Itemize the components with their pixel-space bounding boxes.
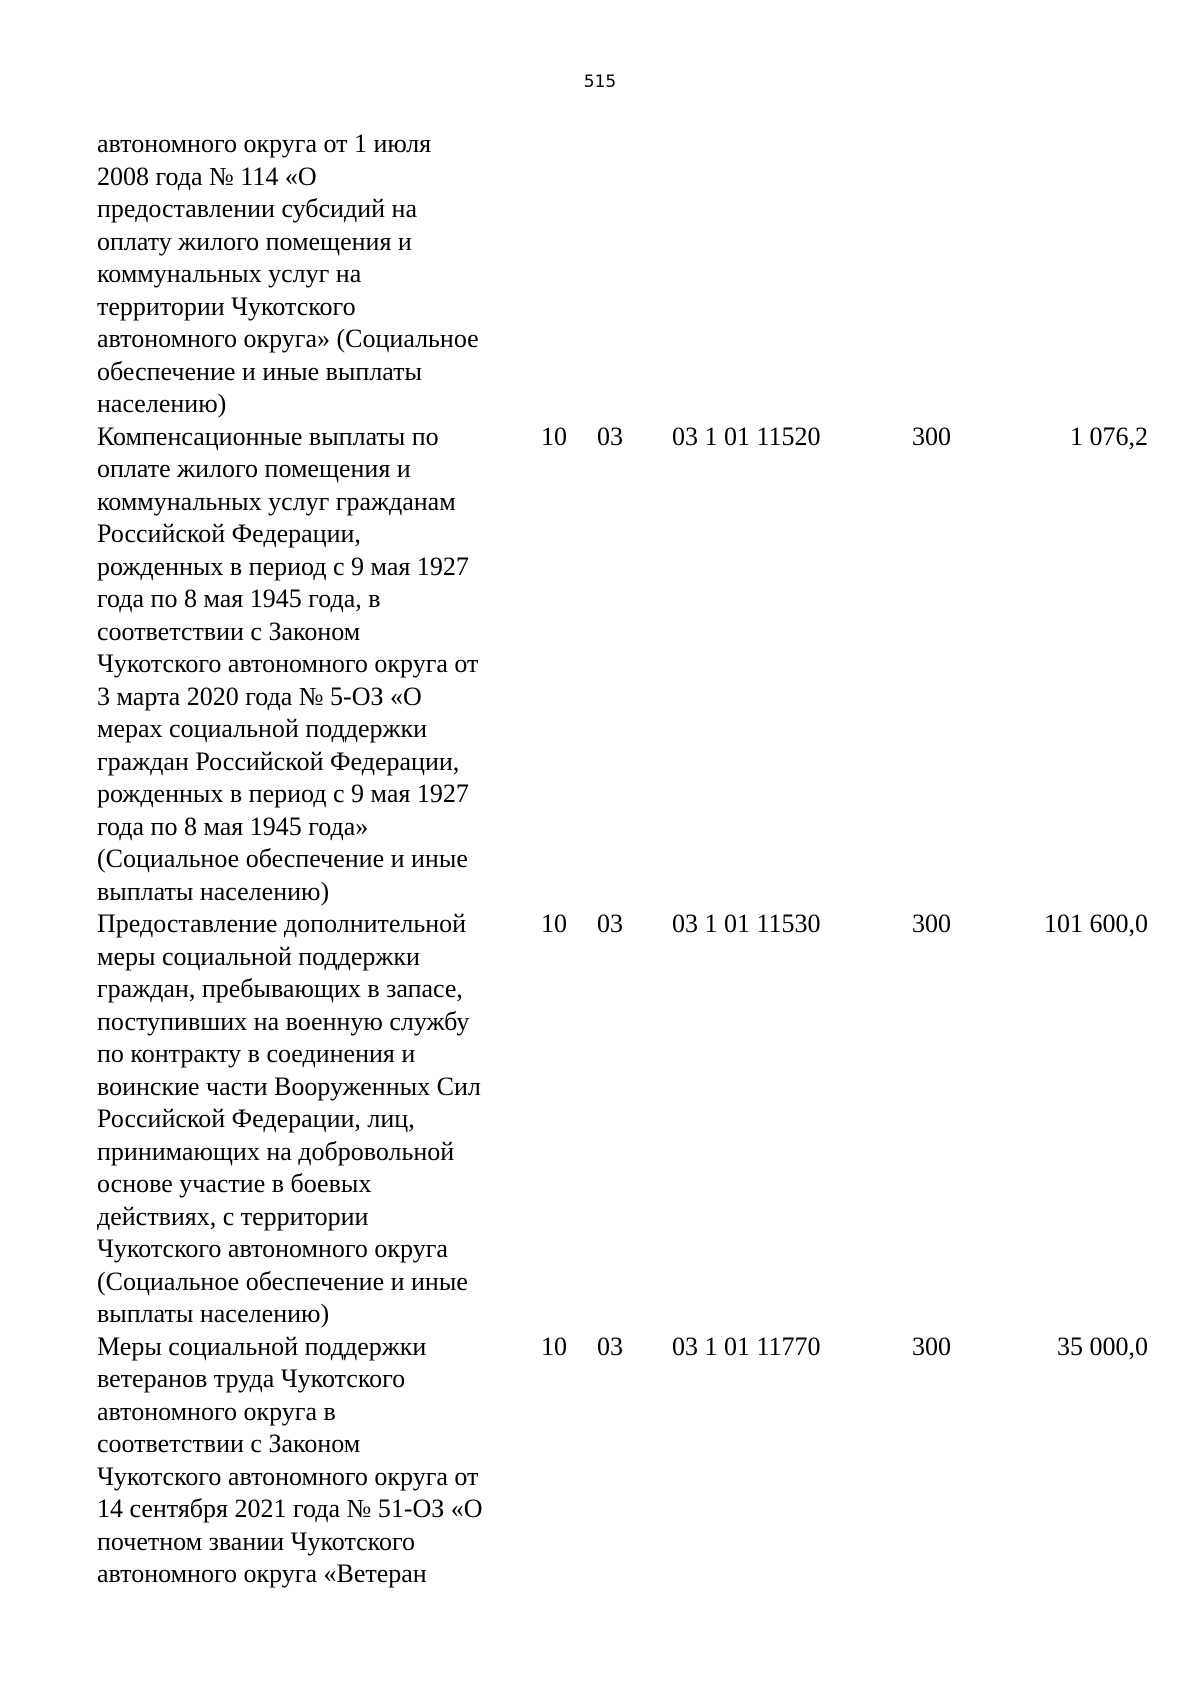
row-description: Компенсационные выплаты по оплате жилого помещения и коммунальных услуг гражданам Российской Федерации, рожденных в период с 9 мая 1927 года по 8 мая 1945 года, в соответствии с Законом Чукотского автономного округа от 3 марта 2020 года № 5-ОЗ «О мерах социальной поддержки граждан Российской Федерации, рожденных в период с 9 мая 1927 года по 8 мая 1945 года» (Социальное обеспечение и иные выплаты населению): [97, 421, 479, 906]
row-target-article: 03 1 01 11530: [672, 909, 821, 938]
row-subsection: 03: [597, 1331, 623, 1361]
row-amount: 35 000,0: [1057, 1331, 1148, 1361]
row-amount: 101 600,0: [1044, 909, 1148, 938]
table-row: [0, 128, 1200, 421]
table-row: [0, 1331, 1200, 1591]
row-amount: 1 076,2: [1070, 421, 1148, 451]
table-row: [0, 421, 1200, 909]
row-description: автономного округа от 1 июля 2008 года № 114 «О предоставлении субсидий на оплату жилого помещения и коммунальных услуг на территории Чукотского автономного округа» (Социальное обеспечение и иные выплаты населению): [97, 129, 479, 418]
budget-table: [0, 128, 1200, 1591]
row-target-article: 03 1 01 11520: [672, 421, 821, 451]
row-subsection: 03: [597, 421, 623, 451]
page-number: 515: [583, 72, 617, 92]
row-expense-kind: 300: [912, 1331, 951, 1361]
row-description: Меры социальной поддержки ветеранов труда Чукотского автономного округа в соответствии с Законом Чукотского автономного округа от 14 сентября 2021 года № 51-ОЗ «О почетном звании Чукотского автономного округа «Ветеран: [97, 1331, 483, 1588]
row-description: Предоставление дополнительной меры социальной поддержки граждан, пребывающих в запасе, поступивших на военную службу по контракту в соединения и воинские части Вооруженных Сил Российской Федерации, лиц, принимающих на добровольной основе участие в боевых действиях, с территории Чукотского автономного округа (Социальное обеспечение и иные выплаты населению): [97, 909, 481, 1328]
row-section: 10: [541, 1331, 567, 1361]
row-section: 10: [541, 909, 567, 938]
table-row: [0, 908, 1200, 1331]
row-section: 10: [541, 421, 567, 451]
row-subsection: 03: [597, 909, 623, 938]
row-expense-kind: 300: [912, 909, 951, 938]
row-target-article: 03 1 01 11770: [672, 1331, 821, 1361]
row-expense-kind: 300: [912, 421, 951, 451]
